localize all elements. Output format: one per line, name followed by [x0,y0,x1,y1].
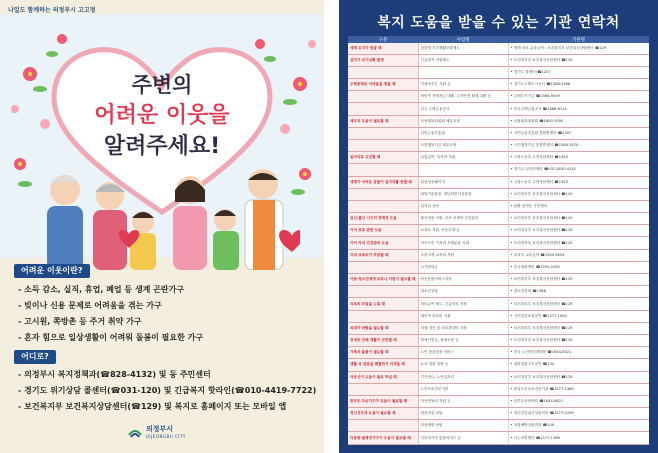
row-category: 주택문제로 어려움을 겪을 때 [348,79,418,91]
row-program: 노인 맞춤돌봄 서비스 [418,347,508,359]
row-agency: • 국민행복기금 통합콜센터 ☎1588-3570 [508,139,649,151]
row-category: 장애로 인해 생활이 곤란할 때 [348,334,418,346]
row-program: 실업급여, 일자리 지원 [418,152,508,164]
row-program: 정신건강 상담 [418,408,508,420]
table-row [348,115,649,127]
list-item: - 소득 감소, 실직, 휴업, 폐업 등 생계 곤란가구 [18,282,318,298]
section-tag-where: 어디로? [14,350,56,364]
row-program: 전세보증금 지원 등 [418,79,508,91]
row-category [348,383,418,395]
row-agency: • 보건복지부 보건복지상담센터 ☎129 [508,237,649,249]
city-logo [128,424,186,439]
row-agency: • 경기도 콜센터(☎120) [508,66,649,78]
list-item: - 빚이나 신용 문제로 어려움을 겪는 가구 [18,298,318,314]
table-row [348,432,649,445]
row-agency: • 보건복지부 보건복지상담센터 ☎129 [508,54,649,66]
row-category: 임신·출산 시기의 경제적 도움 [348,213,418,225]
table-row [348,225,649,237]
row-program: 한국 주택금융공사 [418,103,508,115]
row-agency: • 국민건강보험공단 ☎1577-1000 [508,310,649,322]
row-category: 다문화·탈북민가구가 도움이 필요할 때 [348,432,418,445]
row-category [348,286,418,298]
table-row [348,274,649,286]
row-category: 아이 자녀 건강관리 도움 [348,237,418,249]
table-row [348,322,649,334]
row-category: 의료비 부담을 느낄 때 [348,298,418,310]
row-agency: • 관할 읍면동 주민센터 [508,200,649,212]
row-program: 보육료 지원, 아동수당 등 [418,225,508,237]
table-row [348,310,649,322]
row-category: 자녀 교육비가 부담될 때 [348,249,418,261]
row-category [348,420,418,432]
slogan: 나일도 함께하는 의정부시 고고정 [8,7,96,14]
row-agency: • 보건복지부 보건복지상담센터 ☎129 [508,298,649,310]
row-program: 청소년상담 [418,286,508,298]
city-logo-icon [128,425,142,439]
row-program [418,164,508,176]
list-item: - 고시원, 쪽방촌 등 주거 취약 가구 [18,314,318,330]
row-program: 자살예방 상담 [418,420,508,432]
row-program: 다문화가족 통합서비스 등 [418,432,508,445]
section-tag-who: 어려운 이웃이란? [14,264,90,278]
family-illustration [25,152,300,270]
row-agency: • 보건복지부 보건복지상담센터 ☎129 [508,274,649,286]
row-agency: • 자살예방상담전화 ☎109 [508,420,649,432]
row-agency: • 주택도시기금 ☎1566-9009 [508,91,649,103]
row-category [348,188,418,200]
table-row [348,334,649,346]
row-category [348,91,418,103]
row-category: 정신건강에 도움이 필요할 때 [348,408,418,420]
table-row [348,286,649,298]
row-category [348,127,418,139]
row-category: 어르신이 도움이 필요 하실 때 [348,371,418,383]
table-row [348,43,649,54]
row-category: 아이 보호 관련 도움 [348,225,418,237]
who-list [18,282,318,346]
list-item: - 경기도 위기상담 콜센터(☎031-120) 및 긴급복지 핫라인(☎010-4419-7722) [18,383,318,399]
row-program: 장애인연금, 장애수당 등 [418,334,508,346]
row-category: 생활 속 갈등을 해결하기 어려울 때 [348,359,418,371]
logo-name: 의정부시 [146,425,174,433]
row-category: 채무의 도움이 필요할 때 [348,115,418,127]
header-agency: 기관명 [508,36,649,43]
hero-illustration [0,14,324,258]
row-program: 무료 법률 상담 등 [418,359,508,371]
row-program: 기초연금, 노인일자리 [418,371,508,383]
row-agency: • 한국장학재단 ☎1599-2290 [508,261,649,273]
header-category: 구분 [348,36,418,43]
row-category [348,103,418,115]
row-category: 가족의 돌봄이 필요할 때 [348,347,418,359]
row-category: 생계가 어려운 분들이 일자리를 원할 때 [348,176,418,188]
table-row [348,298,649,310]
row-program: 아동통합서비스지원 [418,274,508,286]
table-row [348,127,649,139]
row-agency: • 대한법률구조공단 ☎132 [508,359,649,371]
row-agency: • 보건복지부 보건복지상담센터 ☎129 [508,322,649,334]
row-agency: • 신용회복위원회 ☎1600-5500 [508,115,649,127]
table-row [348,79,649,91]
header-program: 사업명 [418,36,508,43]
row-program: 긴급복지 지원제도 [418,54,508,66]
table-row [348,383,649,395]
title-line-2: 어려운 이웃을 [94,103,230,128]
where-list [18,367,318,415]
row-category [348,261,418,273]
row-agency: • 보건복지부 보건복지상담센터 ☎129 [508,213,649,225]
title-line-1: 주변의 [131,73,193,97]
logo-sub: UIJEONGBU CITY [146,434,186,439]
row-agency: • 한국주택금융공사 ☎1688-8114 [508,103,649,115]
row-program [418,66,508,78]
table-row [348,213,649,225]
row-program: 노인보호전문기관 [418,383,508,395]
row-program: 취업성공패키지 [418,176,508,188]
row-program: 버팀목 전세자금 대출, 주거안정 월세 대출 등 [418,91,508,103]
row-agency: • 경기도 일자리재단 ☎031-8030-4141 [508,164,649,176]
row-category: 일자리로 고민할 때 [348,152,418,164]
row-program: 국민행복기금 채무조정 [418,139,508,151]
table-row [348,408,649,420]
right-poster [339,0,658,453]
row-agency: • 보건복지부 보건복지상담센터 ☎129 [508,371,649,383]
row-agency: • 정신건강위기상담전화 ☎1577-0199 [508,408,649,420]
table-row [348,54,649,66]
row-program: 저소득층 기저귀 조제분유 지원 [418,237,508,249]
list-item: - 혼자 힘으로 일상생활이 어려워 돌봄이 필요한 가구 [18,330,318,346]
row-agency: • 보건복지부 보건복지상담센터 ☎129 [508,334,649,346]
row-program: 초중고생 교육비 지원 [418,249,508,261]
row-program: 아동양육비 지원 등 [418,395,508,407]
row-agency: • 한국 노인인력개발원 ☎1644-8521 [508,347,649,359]
row-agency: • 교육부 교육급여 ☎1544-9654 [508,249,649,261]
row-program: 출산비용 지원, 산모·신생아 건강관리 [418,213,508,225]
table-row [348,188,649,200]
row-category: 생계 유지가 힘들 때 [348,43,418,54]
table-row [348,200,649,212]
table-row [348,249,649,261]
row-program: 치매 검진 및 치료관리비 지원 [418,322,508,334]
row-agency: • 서민금융진흥원 통합콜센터 ☎1397 [508,127,649,139]
table-row [348,359,649,371]
row-category [348,139,418,151]
table-title: 복지 도움을 받을 수 있는 기관 연락처 [377,15,620,31]
row-program: 서민금융진흥원 [418,127,508,139]
table-row [348,371,649,383]
row-agency: • 보건복지부 보건복지상담센터 ☎129 [508,225,649,237]
row-category: 갑자기 위기상황 발생 [348,54,418,66]
table-row [348,103,649,115]
row-category [348,164,418,176]
row-program: 일자리 상담 [418,200,508,212]
row-category: 치매가 바람을 필요할 때 [348,322,418,334]
table-row [348,237,649,249]
contacts-table [348,36,649,445]
table-row [348,91,649,103]
row-agency: • 고용노동부 고객상담센터 ☎1350 [508,176,649,188]
table-row [348,395,649,407]
row-program: 의료급여 제도, 긴급의료 지원 [418,298,508,310]
table-row [348,139,649,151]
table-row [348,261,649,273]
list-item: - 보건복지부 보건복지상담센터(☎129) 및 복지로 홈페이지 또는 모바일 앱 [18,399,318,415]
row-category: 아동·청소년에게 보호나 지원이 필요할 때 [348,274,418,286]
row-agency: • 생계 의료 교육급여 : 보건복지부 보건복지상담센터 ☎129 [508,43,649,54]
row-category [348,66,418,78]
table-row [348,176,649,188]
table-row [348,164,649,176]
row-agency: • 중앙노인보호전문기관 ☎1577-1389 [508,383,649,395]
table-row [348,152,649,164]
table-row [348,347,649,359]
row-category: 한부모 조손가구가 도움이 필요할 때 [348,395,418,407]
row-agency: • 고용노동부 고객상담센터 ☎1350 [508,152,649,164]
row-agency: • 청소년전화 ☎1388 [508,286,649,298]
row-agency: • 경기도주택도시공사 ☎1588-0466 [508,79,649,91]
table-row [348,66,649,78]
row-program: 희망키움통장, 청년희망키움통장 [418,188,508,200]
table-row [348,420,649,432]
row-agency: • 보건복지부 보건복지상담센터 ☎129 [508,188,649,200]
title-line-3: 알려주세요! [103,134,221,159]
row-agency: • 한부모상담센터 ☎1644-6621 [508,395,649,407]
row-program: 맞춤형 기초생활보장제도 [418,43,508,54]
row-program: 재난적 의료비 지원 [418,310,508,322]
row-agency: • 다누리콜센터 ☎1577-1366 [508,432,649,445]
row-category [348,200,418,212]
left-poster [0,0,324,453]
list-item: - 의정부시 복지정책과(☎828-4132) 및 동 주민센터 [18,367,318,383]
row-program: 신용회복위원회 채무조정 [418,115,508,127]
row-category [348,310,418,322]
table-header-row [348,36,649,43]
row-program: 국가장학금 [418,261,508,273]
